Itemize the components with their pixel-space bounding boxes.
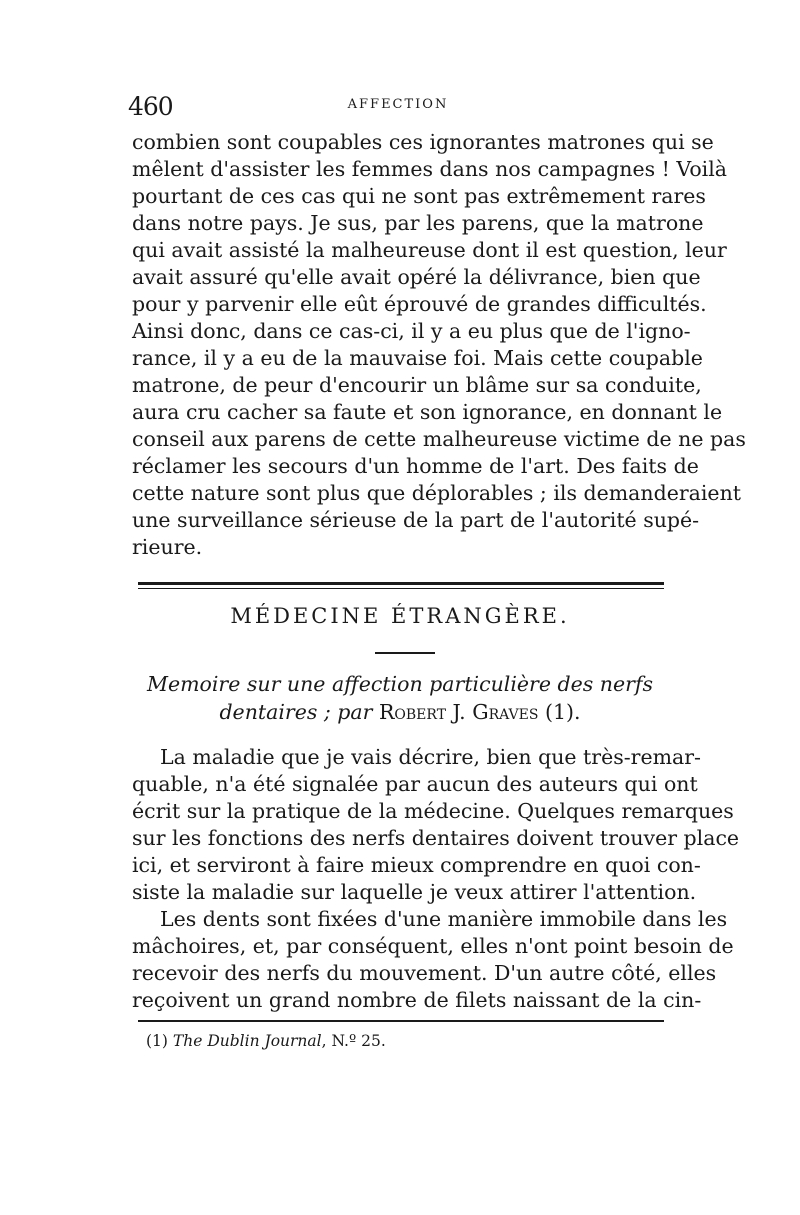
title-underline [375, 652, 435, 654]
text-line: combien sont coupables ces ignorantes matrones qui se [132, 130, 714, 154]
text-line: La maladie que je vais décrire, bien que très-remar- [160, 745, 701, 769]
text-line: qui avait assisté la malheureuse dont il est question, leur [132, 238, 727, 262]
text-line: siste la maladie sur laquelle je veux attirer l'attention. [132, 880, 697, 904]
text-line: pourtant de ces cas qui ne sont pas extrêmement rares [132, 184, 706, 208]
footnote-reference: (1). [545, 700, 581, 724]
text-line: rance, il y a eu de la mauvaise foi. Mais cette coupable [132, 346, 703, 370]
footnote-number: , N.º 25. [321, 1032, 386, 1050]
section-divider [138, 582, 664, 585]
text-line: sur les fonctions des nerfs dentaires doivent trouver place [132, 826, 740, 850]
running-head: AFFECTION [347, 97, 449, 112]
section-divider-thin [138, 588, 664, 589]
page-number: 460 [128, 92, 173, 121]
text-line: mâchoires, et, par conséquent, elles n'ont point besoin de [132, 934, 734, 958]
text-line: Ainsi donc, dans ce cas-ci, il y a eu plus que de l'igno- [132, 319, 691, 343]
text-line: pour y parvenir elle eût éprouvé de grandes difficultés. [132, 292, 707, 316]
footnote [146, 1032, 386, 1050]
text-line: ici, et serviront à faire mieux comprendre en quoi con- [132, 853, 701, 877]
text-line: mêlent d'assister les femmes dans nos campagnes ! Voilà [132, 157, 727, 181]
text-line: quable, n'a été signalée par aucun des auteurs qui ont [132, 772, 698, 796]
footnote-journal: The Dublin Journal [172, 1032, 322, 1050]
footnote-divider [138, 1020, 664, 1022]
footnote-marker: (1) [146, 1032, 168, 1050]
page-header [128, 92, 668, 122]
text-line: dans notre pays. Je sus, par les parens, que la matrone [132, 211, 704, 235]
memoir-author: Robert J. Graves [378, 700, 539, 724]
memoir-title-line2 [0, 700, 800, 724]
memoir-subtitle: dentaires ; par [219, 700, 373, 724]
text-line: cette nature sont plus que déplorables ; ils demanderaient [132, 481, 742, 505]
text-line: reçoivent un grand nombre de filets naissant de la cin- [132, 988, 702, 1012]
section-title: MÉDECINE ÉTRANGÈRE. [230, 604, 570, 628]
text-line: aura cru cacher sa faute et son ignorance, en donnant le [132, 400, 723, 424]
text-line: écrit sur la pratique de la médecine. Quelques remarques [132, 799, 734, 823]
text-line: Les dents sont fixées d'une manière immobile dans les [160, 907, 728, 931]
memoir-title-line1: Memoire sur une affection particulière des nerfs [146, 672, 654, 696]
text-line: une surveillance sérieuse de la part de l'autorité supé- [132, 508, 700, 532]
text-line: conseil aux parens de cette malheureuse victime de ne pas [132, 427, 746, 451]
text-line: rieure. [132, 535, 203, 559]
text-line: réclamer les secours d'un homme de l'art. Des faits de [132, 454, 699, 478]
text-line: avait assuré qu'elle avait opéré la délivrance, bien que [132, 265, 701, 289]
text-line: matrone, de peur d'encourir un blâme sur sa conduite, [132, 373, 702, 397]
text-line: recevoir des nerfs du mouvement. D'un autre côté, elles [132, 961, 717, 985]
